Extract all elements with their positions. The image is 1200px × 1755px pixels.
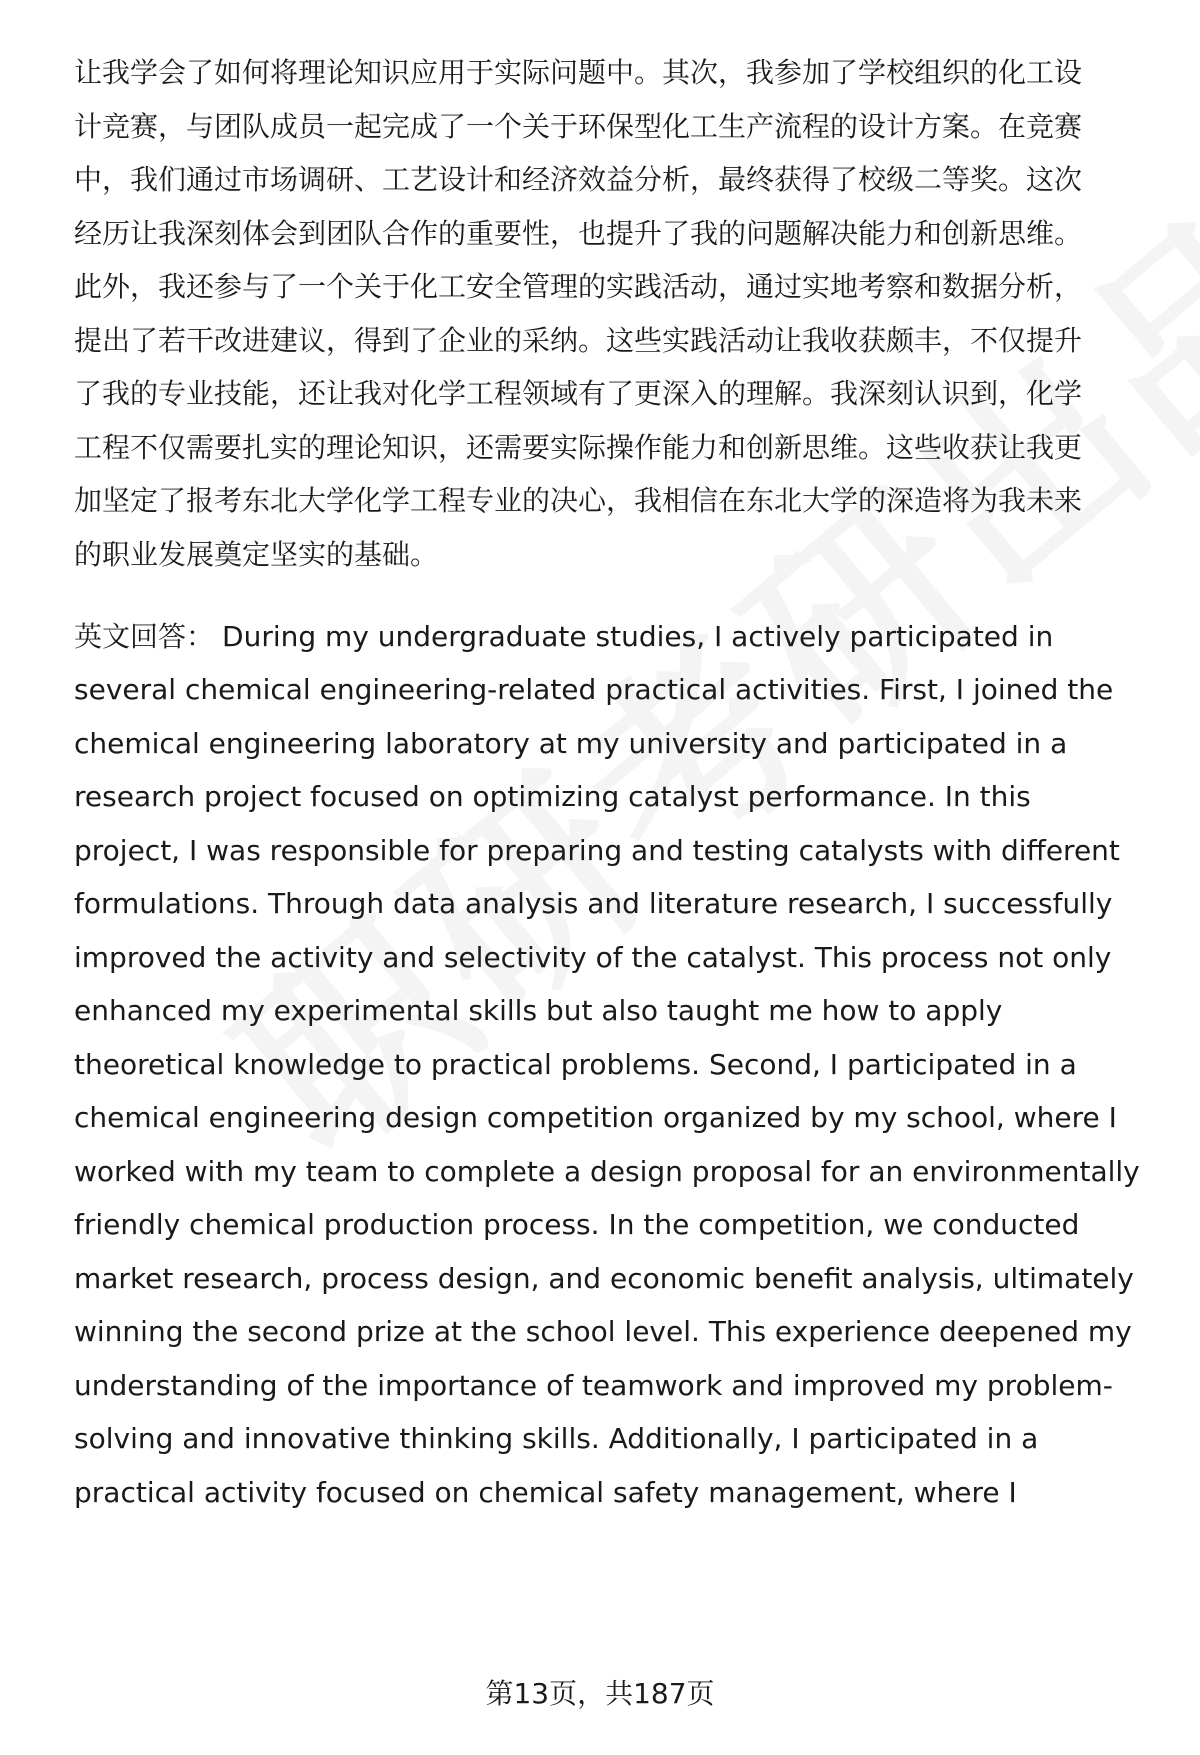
text-line: project, I was responsible for preparing and testing catalysts with different	[74, 834, 1120, 867]
text-line: worked with my team to complete a design proposal for an environmentally	[74, 1155, 1140, 1188]
text-line: theoretical knowledge to practical problems. Second, I participated in a	[74, 1048, 1077, 1081]
text-line: 了我的专业技能，还让我对化学工程领域有了更深入的理解。我深刻认识到，化学	[74, 377, 1083, 410]
text-line: 让我学会了如何将理论知识应用于实际问题中。其次，我参加了学校组织的化工设	[74, 56, 1083, 89]
text-line: several chemical engineering-related practical activities. First, I joined the	[74, 673, 1114, 706]
text-span: During my undergraduate studies, I actively participated in	[222, 620, 1054, 653]
text-line: formulations. Through data analysis and literature research, I successfully	[74, 887, 1113, 920]
text-line: 工程不仅需要扎实的理论知识，还需要实际操作能力和创新思维。这些收获让我更	[74, 431, 1083, 464]
text-line: winning the second prize at the school level. This experience deepened my	[74, 1315, 1132, 1348]
text-line: 此外，我还参与了一个关于化工安全管理的实践活动，通过实地考察和数据分析，	[74, 270, 1083, 303]
text-line: 加坚定了报考东北大学化学工程专业的决心，我相信在东北大学的深造将为我未来	[74, 484, 1083, 517]
text-line: research project focused on optimizing catalyst performance. In this	[74, 780, 1031, 813]
text-line: 计竞赛，与团队成员一起完成了一个关于环保型化工生产流程的设计方案。在竞赛	[74, 110, 1083, 143]
text-line: 经历让我深刻体会到团队合作的重要性，也提升了我的问题解决能力和创新思维。	[74, 217, 1083, 250]
english-answer-label: 英文回答：	[74, 620, 215, 653]
text-line: friendly chemical production process. In the competition, we conducted	[74, 1208, 1080, 1241]
text-line: chemical engineering design competition organized by my school, where I	[74, 1101, 1117, 1134]
text-line: enhanced my experimental skills but also taught me how to apply	[74, 994, 1003, 1027]
text-line: solving and innovative thinking skills. Additionally, I participated in a	[74, 1422, 1039, 1455]
text-line: understanding of the importance of teamwork and improved my problem-	[74, 1369, 1113, 1402]
text-line: 的职业发展奠定坚实的基础。	[74, 538, 439, 571]
text-line: 中，我们通过市场调研、工艺设计和经济效益分析，最终获得了校级二等奖。这次	[74, 163, 1083, 196]
text-line: market research, process design, and economic benefit analysis, ultimately	[74, 1262, 1134, 1295]
text-line	[74, 617, 1053, 657]
page-number-footer: 第13页，共187页	[485, 1677, 715, 1710]
text-line: improved the activity and selectivity of the catalyst. This process not only	[74, 941, 1112, 974]
text-line: chemical engineering laboratory at my university and participated in a	[74, 727, 1068, 760]
text-line: 提出了若干改进建议，得到了企业的采纳。这些实践活动让我收获颇丰，不仅提升	[74, 324, 1083, 357]
text-line: practical activity focused on chemical safety management, where I	[74, 1476, 1017, 1509]
